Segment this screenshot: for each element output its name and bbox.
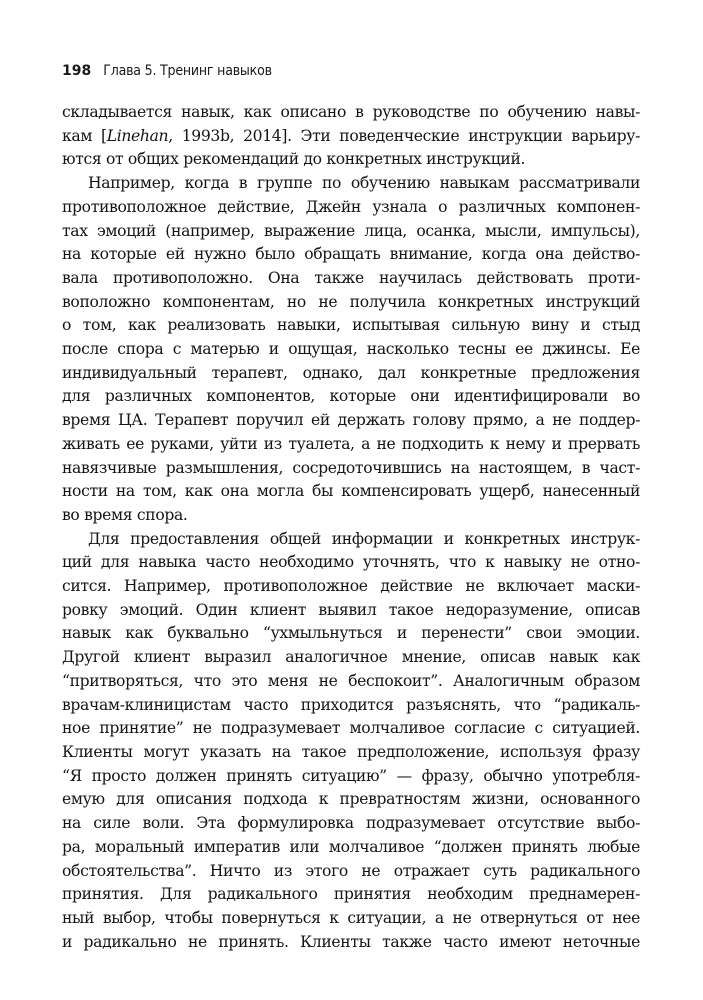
text-line: ровку эмоций. Один клиент выявил такое недоразумение, описав <box>62 600 640 619</box>
text-line: “притворяться, что это меня не беспокоит”. Аналогичным образом <box>62 671 640 690</box>
text-line: навязчивые размышления, сосредоточившись на настоящем, в част- <box>62 458 640 477</box>
text-segment: кам [ <box>62 126 107 145</box>
text-line: ра, моральный императив или молчаливое “должен принять любые <box>62 837 640 856</box>
text-line: Например, когда в группе по обучению навыкам рассматривали <box>88 174 640 193</box>
text-line: Клиенты могут указать на такое предположение, используя фразу <box>62 742 640 761</box>
text-line: противоположное действие, Джейн узнала о различных компонен- <box>62 197 640 216</box>
page-number: 198 <box>62 63 92 79</box>
text-line: ются от общих рекомендаций до конкретных инструкций. <box>62 150 526 169</box>
text-line: навык как буквально “ухмыльнуться и перенести” свои эмоции. <box>62 624 640 643</box>
text-line: ный выбор, чтобы повернуться к ситуации, а не отвернуться от нее <box>62 908 640 927</box>
text-line: о том, как реализовать навыки, испытывая сильную вину и стыд <box>62 316 640 335</box>
text-line: для различных компонентов, которые они идентифицировали во <box>62 387 640 406</box>
text-line: ное принятие” не подразумевает молчаливое согласие с ситуацией. <box>62 719 640 738</box>
text-line: индивидуальный терапевт, однако, дал конкретные предложения <box>62 363 640 382</box>
text-line: Другой клиент выразил аналогичное мнение, описав навык как <box>62 648 640 667</box>
running-head <box>62 62 272 80</box>
text-line <box>62 125 640 149</box>
text-line: ций для навыка часто необходимо уточнять, что к навыку не отно- <box>62 553 640 572</box>
text-line: обстоятельства”. Ничто из этого не отражает суть радикального <box>62 861 640 880</box>
text-line: тах эмоций (например, выражение лица, осанка, мысли, импульсы), <box>62 221 640 240</box>
text-line: время ЦА. Терапевт поручил ей держать голову прямо, а не поддер- <box>62 411 640 430</box>
text-line: “Я просто должен принять ситуацию” — фразу, обычно употребля- <box>62 766 640 785</box>
text-line: принятия. Для радикального принятия необходим преднамерен- <box>62 885 640 904</box>
text-line: емую для описания подхода к превратностям жизни, основанного <box>62 790 640 809</box>
text-line: на которые ей нужно было обращать внимание, когда она действо- <box>62 245 640 264</box>
citation-author: Linehan <box>106 126 169 145</box>
body-text <box>62 101 640 954</box>
text-line: на силе воли. Эта формулировка подразумевает отсутствие выбо- <box>62 814 640 833</box>
chapter-title: Глава 5. Тренинг навыков <box>103 63 272 79</box>
text-line: и радикально не принять. Клиенты также часто имеют неточные <box>62 932 640 951</box>
text-line: врачам-клиницистам часто приходится разъяснять, что “радикаль- <box>62 695 640 714</box>
text-line: во время спора. <box>62 505 188 524</box>
text-line: после спора с матерью и ощущая, насколько тесны ее джинсы. Ее <box>62 340 640 359</box>
text-line: вала противоположно. Она также научилась действовать проти- <box>62 268 640 287</box>
text-line: сится. Например, противоположное действие не включает маски- <box>62 577 640 596</box>
text-segment: , 1993b, 2014]. Эти поведенческие инструкции варьиру- <box>168 126 640 145</box>
text-line: Для предоставления общей информации и конкретных инструк- <box>88 529 640 548</box>
text-line: воположно компонентам, но не получила конкретных инструкций <box>62 292 640 311</box>
text-line: ности на том, как она могла бы компенсировать ущерб, нанесенный <box>62 482 640 501</box>
text-line: складывается навык, как описано в руководстве по обучению навы- <box>62 103 640 121</box>
text-line: живать ее руками, уйти из туалета, а не подходить к нему и прервать <box>62 434 640 453</box>
